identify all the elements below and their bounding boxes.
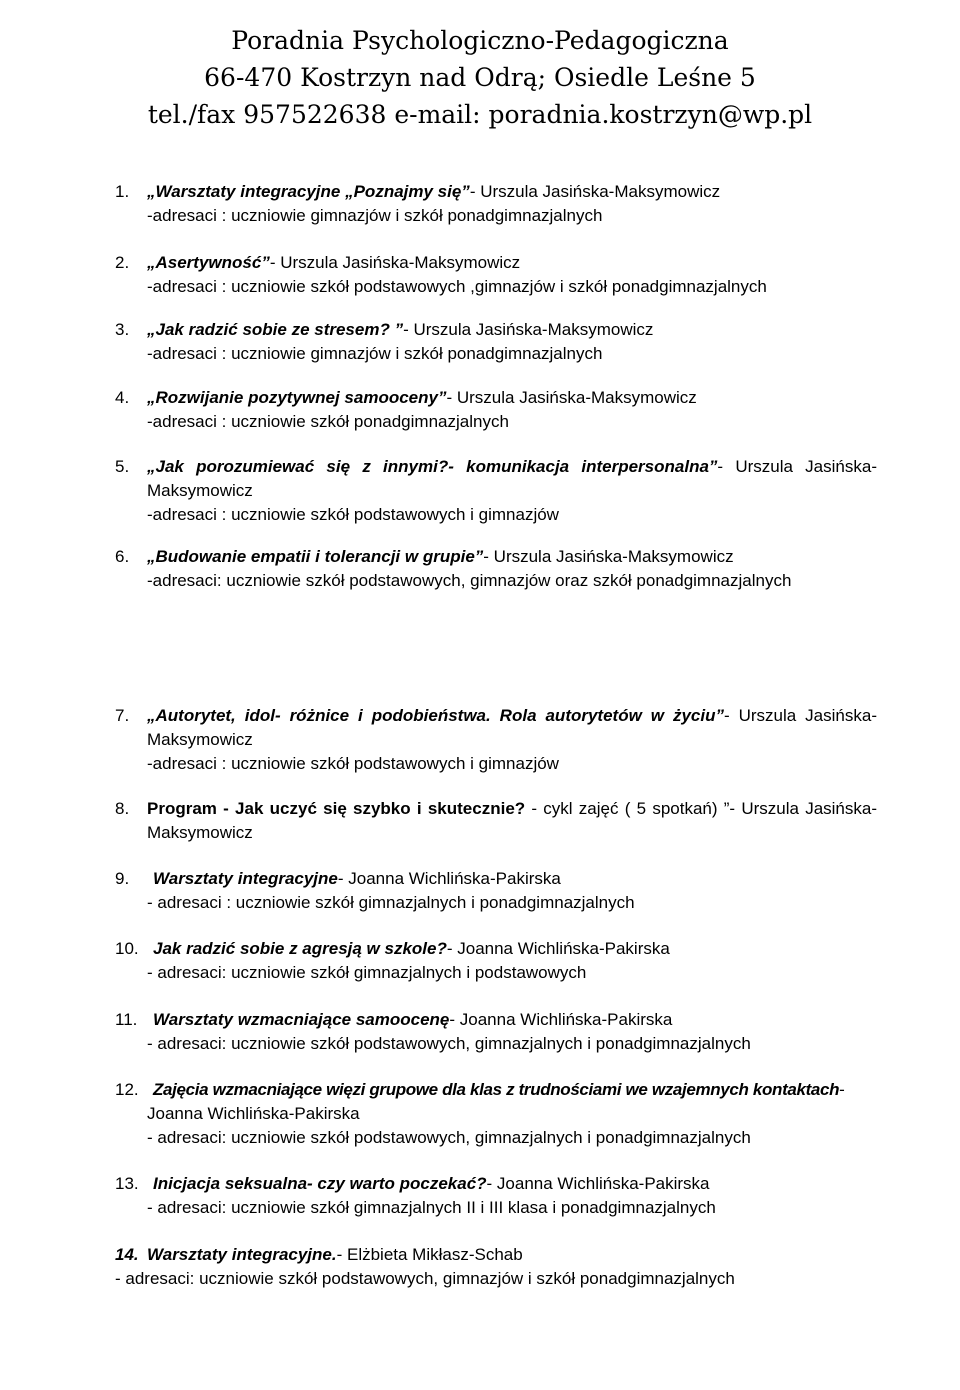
item-title-line bbox=[115, 867, 877, 891]
item-title: „Warsztaty integracyjne „Poznajmy się” bbox=[147, 182, 470, 201]
item-title: „Jak porozumiewać się z innymi?- komunikacja interpersonalna” bbox=[147, 457, 718, 476]
list-item bbox=[115, 704, 877, 776]
list-item bbox=[115, 455, 877, 527]
list-item bbox=[115, 318, 877, 366]
item-number: 8. bbox=[115, 799, 130, 818]
item-author: - Urszula Jasińska-Maksymowicz bbox=[403, 320, 654, 339]
item-author-continuation: Maksymowicz bbox=[147, 481, 253, 500]
item-number: 1. bbox=[115, 182, 130, 201]
item-audience: -adresaci : uczniowie szkół podstawowych ,gimnazjów i szkół ponadgimnazjalnych bbox=[147, 277, 767, 296]
item-title-line bbox=[115, 1172, 877, 1196]
item-title-line bbox=[115, 180, 877, 204]
item-audience: -adresaci: uczniowie szkół podstawowych, gimnazjów oraz szkół ponadgimnazjalnych bbox=[147, 571, 792, 590]
item-audience: - adresaci: uczniowie szkół gimnazjalnych II i III klasa i ponadgimnazjalnych bbox=[147, 1198, 716, 1217]
item-author: - Urszula Jasińska-Maksymowicz bbox=[469, 182, 721, 201]
item-author-continuation: Maksymowicz bbox=[147, 730, 253, 749]
item-author: - Urszula Jasińska- bbox=[717, 457, 877, 476]
item-title-line bbox=[115, 386, 877, 410]
item-title-line bbox=[115, 318, 877, 342]
item-title-line bbox=[115, 1008, 877, 1032]
item-author: - Joanna Wichlińska-Pakirska bbox=[449, 1010, 673, 1029]
item-audience: -adresaci : uczniowie szkół podstawowych i gimnazjów bbox=[147, 505, 559, 524]
item-author: - Joanna Wichlińska-Pakirska bbox=[486, 1174, 710, 1193]
item-title-line bbox=[115, 937, 877, 961]
list-item bbox=[115, 1172, 877, 1220]
item-number: 6. bbox=[115, 547, 130, 566]
item-title: Warsztaty wzmacniające samoocenę bbox=[153, 1010, 450, 1029]
list-item bbox=[115, 1243, 877, 1291]
item-author: - Urszula Jasińska-Maksymowicz bbox=[483, 547, 734, 566]
item-author: - bbox=[839, 1080, 845, 1099]
item-audience: - adresaci: uczniowie szkół podstawowych, gimnazjalnych i ponadgimnazjalnych bbox=[147, 1128, 751, 1147]
item-number: 14. bbox=[115, 1245, 139, 1264]
item-number: 9. bbox=[115, 869, 130, 888]
item-author: - Urszula Jasińska-Maksymowicz bbox=[269, 253, 521, 272]
item-author: - Joanna Wichlińska-Pakirska bbox=[446, 939, 670, 958]
item-title-line bbox=[115, 1078, 877, 1102]
item-number: 10. bbox=[115, 939, 139, 958]
item-title: „Jak radzić sobie ze stresem? ” bbox=[147, 320, 404, 339]
item-audience: -adresaci : uczniowie szkół ponadgimnazjalnych bbox=[147, 412, 509, 431]
item-title-line bbox=[115, 1243, 877, 1267]
item-author: - Urszula Jasińska- bbox=[723, 706, 877, 725]
item-author: - Urszula Jasińska-Maksymowicz bbox=[446, 388, 697, 407]
item-title-line bbox=[115, 455, 877, 479]
item-audience: -adresaci : uczniowie szkół podstawowych i gimnazjów bbox=[147, 754, 559, 773]
item-title-line bbox=[115, 251, 877, 275]
list-item bbox=[115, 180, 877, 228]
list-item bbox=[115, 1008, 877, 1056]
header-institution-name: Poradnia Psychologiczno-Pedagogiczna bbox=[231, 26, 729, 55]
list-item bbox=[115, 797, 877, 845]
item-title-line bbox=[115, 545, 877, 569]
item-number: 4. bbox=[115, 388, 130, 407]
item-author-continuation: Maksymowicz bbox=[147, 823, 253, 842]
item-title: Zajęcia wzmacniające więzi grupowe dla klas z trudnościami we wzajemnych kontaktach bbox=[153, 1080, 840, 1099]
list-item bbox=[115, 1078, 877, 1150]
item-title: Warsztaty integracyjne bbox=[153, 869, 338, 888]
item-title: Warsztaty integracyjne. bbox=[147, 1245, 337, 1264]
list-item bbox=[115, 386, 877, 434]
list-item bbox=[115, 937, 877, 985]
item-audience: - adresaci: uczniowie szkół gimnazjalnych i podstawowych bbox=[147, 963, 587, 982]
item-audience: -adresaci : uczniowie gimnazjów i szkół ponadgimnazjalnych bbox=[147, 344, 603, 363]
item-title: „Asertywność” bbox=[147, 253, 270, 272]
item-title: „Rozwijanie pozytywnej samooceny” bbox=[147, 388, 447, 407]
item-title: Jak radzić sobie z agresją w szkole? bbox=[153, 939, 447, 958]
item-title: „Budowanie empatii i tolerancji w grupie” bbox=[147, 547, 484, 566]
item-number: 11. bbox=[115, 1010, 138, 1029]
list-item bbox=[115, 867, 877, 915]
item-author: - Elżbieta Mikłasz-Schab bbox=[336, 1245, 523, 1264]
item-author: - cykl zajęć ( 5 spotkań) ”- Urszula Jasińska- bbox=[525, 799, 877, 818]
item-title-line bbox=[115, 797, 877, 821]
item-number: 5. bbox=[115, 457, 130, 476]
item-title: Program - Jak uczyć się szybko i skutecznie? bbox=[147, 799, 526, 818]
item-title-line bbox=[115, 704, 877, 728]
item-number: 13. bbox=[115, 1174, 139, 1193]
list-item bbox=[115, 251, 877, 299]
item-audience: - adresaci : uczniowie szkół gimnazjalnych i ponadgimnazjalnych bbox=[147, 893, 635, 912]
item-number: 12. bbox=[115, 1080, 139, 1099]
header-contact: tel./fax 957522638 e-mail: poradnia.kostrzyn@wp.pl bbox=[147, 100, 813, 129]
list-item bbox=[115, 545, 877, 593]
item-author: - Joanna Wichlińska-Pakirska bbox=[337, 869, 561, 888]
item-number: 2. bbox=[115, 253, 130, 272]
item-audience: - adresaci: uczniowie szkół podstawowych, gimnazjów i szkół ponadgimnazjalnych bbox=[115, 1269, 735, 1288]
item-title: Inicjacja seksualna- czy warto poczekać? bbox=[153, 1174, 487, 1193]
header-address: 66-470 Kostrzyn nad Odrą; Osiedle Leśne 5 bbox=[204, 63, 756, 92]
item-title: „Autorytet, idol- różnice i podobieństwa. Rola autorytetów w życiu” bbox=[147, 706, 724, 725]
item-number: 3. bbox=[115, 320, 130, 339]
institution-header bbox=[0, 22, 960, 133]
item-audience: -adresaci : uczniowie gimnazjów i szkół ponadgimnazjalnych bbox=[147, 206, 603, 225]
item-number: 7. bbox=[115, 706, 130, 725]
item-audience: - adresaci: uczniowie szkół podstawowych, gimnazjalnych i ponadgimnazjalnych bbox=[147, 1034, 751, 1053]
item-author-continuation: Joanna Wichlińska-Pakirska bbox=[147, 1104, 360, 1123]
